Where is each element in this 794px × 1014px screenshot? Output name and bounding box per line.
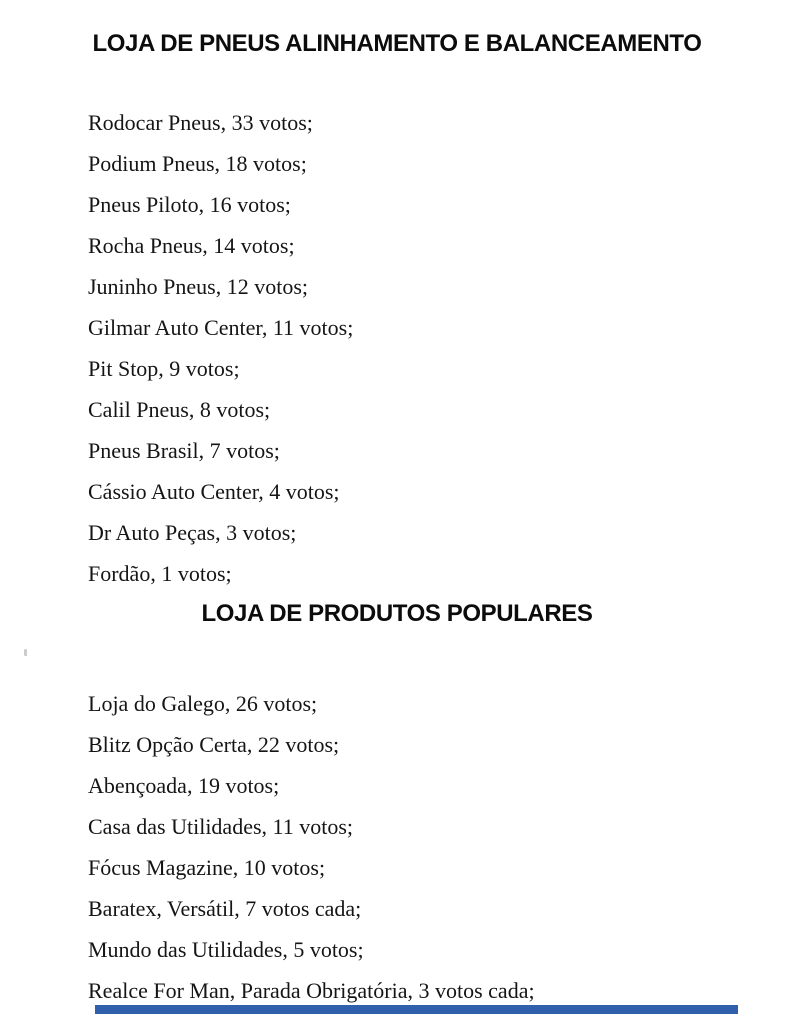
list-item: Podium Pneus, 18 votos;: [88, 151, 307, 176]
list-item: Casa das Utilidades, 11 votos;: [88, 814, 353, 839]
list-item: Pneus Brasil, 7 votos;: [88, 438, 280, 463]
section-heading-populares: LOJA DE PRODUTOS POPULARES: [201, 600, 593, 627]
list-item: Pneus Piloto, 16 votos;: [88, 192, 291, 217]
list-item: Fócus Magazine, 10 votos;: [88, 855, 326, 880]
bottom-blue-bar: [95, 1005, 738, 1014]
list-item: Calil Pneus, 8 votos;: [88, 397, 271, 422]
vote-list-populares: [0, 683, 794, 1011]
list-item: Blitz Opção Certa, 22 votos;: [88, 732, 340, 757]
list-item: Dr Auto Peças, 3 votos;: [88, 520, 297, 545]
list-item: Fordão, 1 votos;: [88, 561, 232, 586]
section-heading-pneus: LOJA DE PNEUS ALINHAMENTO E BALANCEAMENTO: [92, 30, 702, 57]
list-item: Abençoada, 19 votos;: [88, 773, 280, 798]
list-item: Juninho Pneus, 12 votos;: [88, 274, 309, 299]
list-item: Cássio Auto Center, 4 votos;: [88, 479, 340, 504]
stray-mark: [24, 649, 27, 656]
list-item: Rocha Pneus, 14 votos;: [88, 233, 295, 258]
list-item: Realce For Man, Parada Obrigatória, 3 votos cada;: [88, 978, 535, 1003]
list-item: Gilmar Auto Center, 11 votos;: [88, 315, 354, 340]
list-item: Loja do Galego, 26 votos;: [88, 691, 318, 716]
vote-list-pneus: [0, 102, 794, 594]
list-item: Pit Stop, 9 votos;: [88, 356, 240, 381]
list-item: Mundo das Utilidades, 5 votos;: [88, 937, 364, 962]
list-item: Baratex, Versátil, 7 votos cada;: [88, 896, 362, 921]
list-item: Rodocar Pneus, 33 votos;: [88, 110, 313, 135]
